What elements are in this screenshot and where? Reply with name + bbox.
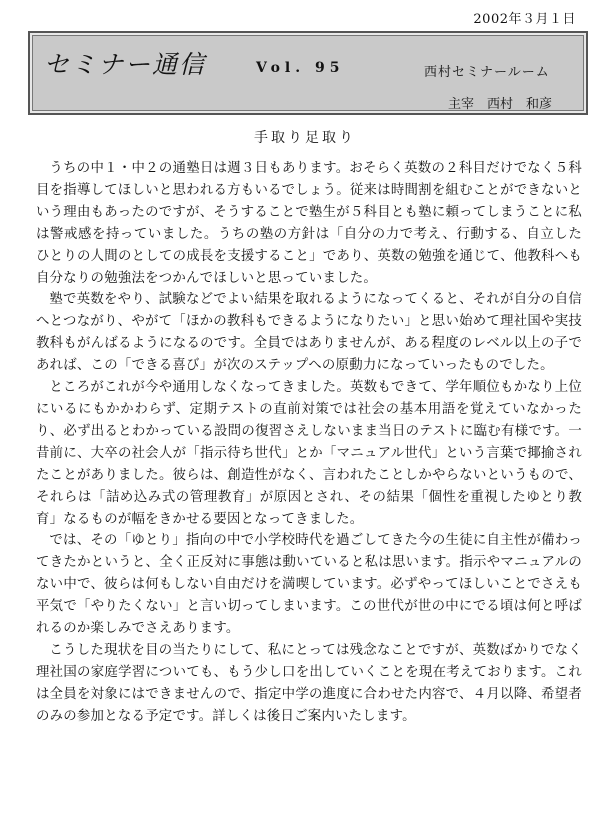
paragraph: ところがこれが今や通用しなくなってきました。英数もできて、学年順位もかなり上位にいるにもかかわらず、定期テストの直前対策では社会の基本用語を覚えていなかったり、必ず出るとわかっている設問の復習さえしないまま当日のテストに臨む有様です。一昔前に、大卒の社会人が「指示待ち世代」とか「マニュアル世代」という言葉で揶揄されたことがありました。彼らは、創造性がなく、言われたことしかやらないというもので、それらは「詰め込み式の管理教育」が原因とされ、その結果「個性を重視したゆとり教育」なるものが幅をきかせる要因となってきました。 [36,380,582,527]
newsletter-title: セミナー通信 [44,50,207,79]
organization-name: 西村セミナールーム [424,65,550,80]
editor-name: 主宰 西村 和彦 [448,97,553,112]
paragraph: では、その「ゆとり」指向の中で小学校時代を過ごしてきた今の生徒に自主性が備わってきたかというと、全く正反対に事態は動いていると私は思います。指示やマニュアルのない中で、彼らは何もしない自由だけを満喫しています。必ずやってほしいことでさえも平気で「やりたくない」と言い切ってしまいます。この世代が世の中にでる頃は何と呼ばれるのか楽しみでさえあります。 [36,533,582,637]
volume-number: Vol. 95 [256,60,345,76]
paragraph: うちの中１・中２の通塾日は週３日もあります。おそらく英数の２科目だけでなく５科目を指導してほしいと思われる方もいるでしょう。従来は時間割を組むことができないという理由もあったのですが、そうすることで塾生が５科目とも塾に頼ってしまうことに私は警戒感を持っていました。うちの塾の方針は「自分の力で考え、行動する、自立したひとりの人間のとしての成長を支援すること」であり、英数の勉強を通じて、他教科へも自分なりの勉強法をつかんでほしいと思っていました。 [36,161,582,286]
paragraph: こうした現状を目の当たりにして、私にとっては残念なことですが、英数ばかりでなく理社国の家庭学習についても、もう少し口を出していくことを現在考えております。これは全員を対象にはできませんので、指定中学の進度に合わせた内容で、４月以降、希望者のみの参加となる予定です。詳しくは後日ご案内いたします。 [36,642,582,724]
issue-date: 2002年３月１日 [473,12,576,27]
paragraph: 塾で英数をやり、試験などでよい結果を取れるようになってくると、それが自分の自信へとつながり、やがて「ほかの教科もできるようになりたい」と思い始めて理社国や実技教科もがんばるようになるのです。全員ではありませんが、ある程度のレベル以上の子であれば、この「できる喜び」が次のステップへの原動力になっていったものでした。 [36,292,582,374]
newsletter-header [28,31,588,115]
article-body [36,158,582,728]
article-title: 手取り足取り [254,130,356,146]
